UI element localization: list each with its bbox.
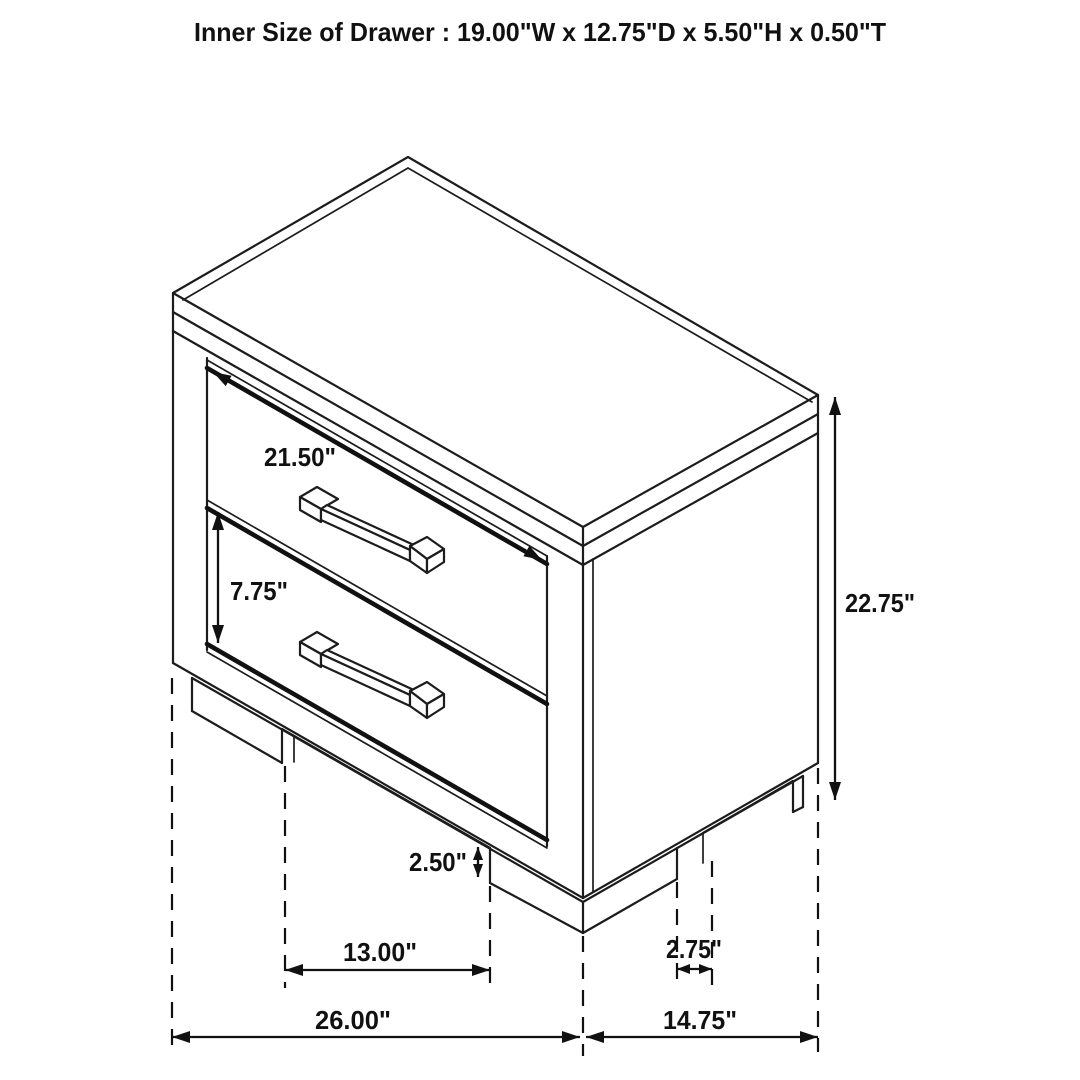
dimension-front-leg-opening <box>285 937 490 976</box>
drawer-handle-1 <box>300 487 444 573</box>
label-side-leg-width: 2.75" <box>666 934 722 964</box>
arrowhead-icon <box>473 847 483 860</box>
arrowhead-icon <box>472 964 490 976</box>
arrowhead-icon <box>800 1031 818 1043</box>
dimension-base-clearance <box>409 847 483 877</box>
side-back-leg-floor-edge <box>793 807 803 812</box>
side-front-leg-floor-edge <box>583 879 677 933</box>
label-drawer-face-width: 21.50" <box>264 442 336 472</box>
label-front-leg-opening: 13.00" <box>343 937 417 967</box>
dimension-side-leg-width <box>666 934 722 974</box>
drawer-handle-2 <box>300 632 444 718</box>
arrowhead-icon <box>562 1031 580 1043</box>
case-bottom-side-edge <box>583 763 818 898</box>
dimension-overall-depth <box>586 1005 818 1043</box>
top-panel <box>173 157 818 565</box>
label-overall-depth: 14.75" <box>663 1005 737 1035</box>
dimension-overall-height <box>829 397 915 800</box>
label-overall-height: 22.75" <box>845 588 915 618</box>
handle2-bar-front <box>321 654 410 706</box>
projection-lines <box>172 678 818 1056</box>
label-drawer-face-height: 7.75" <box>230 576 288 606</box>
diagram-title: Inner Size of Drawer : 19.00"W x 12.75"D x 5.50"H x 0.50"T <box>194 17 887 47</box>
side-cutout-top-edge <box>703 781 793 833</box>
dimension-overall-width <box>172 1005 580 1043</box>
handle1-bar-front <box>321 509 410 561</box>
case-bottom-front-edge <box>173 663 583 898</box>
label-base-clearance: 2.50" <box>409 847 467 877</box>
arrowhead-icon <box>586 1031 604 1043</box>
arrowhead-icon <box>285 964 303 976</box>
arrowhead-icon <box>473 864 483 877</box>
arrowhead-icon <box>677 964 690 974</box>
arrowhead-icon <box>172 1031 190 1043</box>
arrowhead-icon <box>212 625 224 643</box>
arrowhead-icon <box>829 397 841 415</box>
arrowhead-icon <box>213 372 232 386</box>
arrowhead-icon <box>699 964 712 974</box>
label-overall-width: 26.00" <box>315 1005 391 1035</box>
arrowhead-icon <box>829 782 841 800</box>
